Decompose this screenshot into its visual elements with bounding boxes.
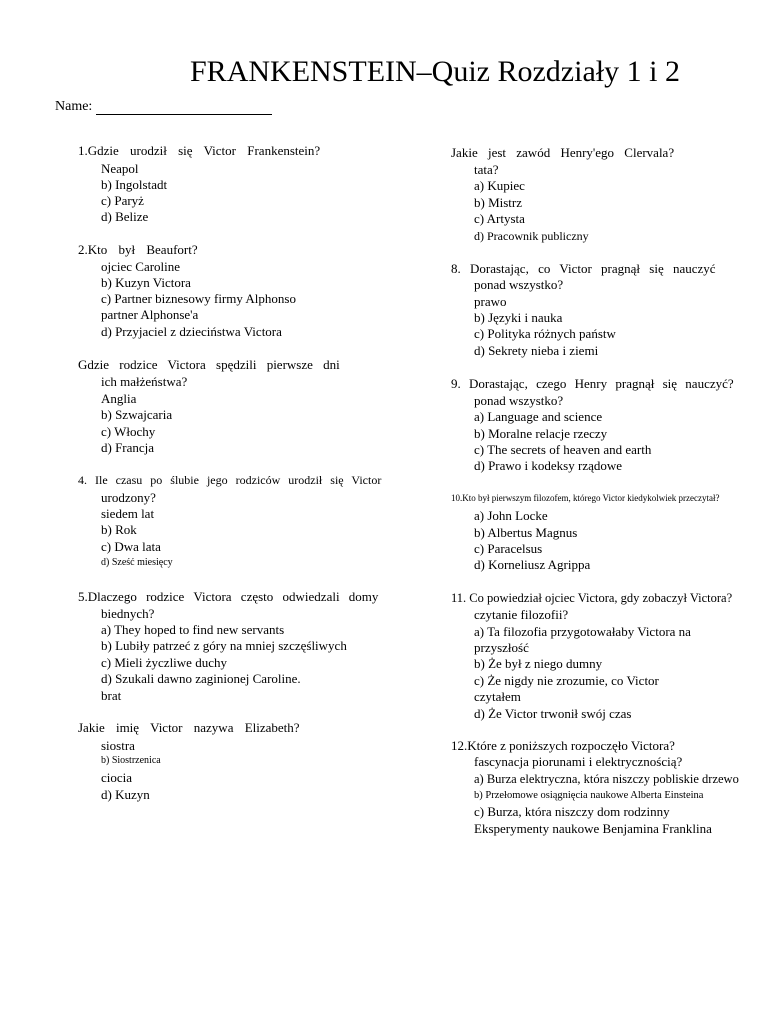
question-4: 4. Ile czasu po ślubie jego rodziców urodził się Victor [78, 473, 382, 487]
answer: b) Albertus Magnus [474, 525, 578, 540]
quiz-title: FRANKENSTEIN–Quiz Rozdziały 1 i 2 [190, 55, 680, 88]
answer: Anglia [101, 391, 137, 406]
answer: c) Dwa lata [101, 539, 161, 554]
answer: ciocia [101, 770, 133, 785]
question-7: Jakie jest zawód Henry'ego Clervala? [451, 145, 675, 160]
question-6: Jakie imię Victor nazywa Elizabeth? [78, 720, 300, 735]
question-2: 2.Kto był Beaufort? [78, 242, 198, 257]
answer: prawo [474, 294, 507, 309]
answer: Neapol [101, 161, 139, 176]
answer: siostra [101, 738, 135, 753]
answer: c) Burza, która niszczy dom rodzinny [474, 804, 670, 819]
answer: c) Włochy [101, 424, 156, 439]
answer: a) Kupiec [474, 178, 525, 193]
answer: b) Siostrzenica [101, 755, 161, 766]
question-4-cont: urodzony? [101, 490, 156, 505]
answer: c) Paryż [101, 193, 144, 208]
answer: c) Że nigdy nie zrozumie, co Victor [474, 673, 659, 688]
question-12-cont: fascynacja piorunami i elektrycznością? [474, 754, 683, 769]
answer: c) Artysta [474, 211, 525, 226]
answer: a) Ta filozofia przygotowałaby Victora na [474, 624, 691, 639]
answer: b) Lubiły patrzeć z góry na mniej szczęśliwych [101, 638, 347, 653]
answer: przyszłość [474, 640, 529, 655]
answer: a) They hoped to find new servants [101, 622, 285, 637]
answer: a) Language and science [474, 409, 603, 424]
answer: b) Kuzyn Victora [101, 275, 191, 290]
answer: siedem lat [101, 506, 155, 521]
answer: d) Korneliusz Agrippa [474, 557, 591, 572]
name-label: Name: [55, 99, 93, 114]
answer: d) Szukali dawno zaginionej Caroline. [101, 671, 301, 686]
answer: a) John Locke [474, 508, 548, 523]
answer: d) Kuzyn [101, 787, 150, 802]
question-5: 5.Dlaczego rodzice Victora często odwiedzali domy [78, 589, 379, 604]
question-12: 12.Które z poniższych rozpoczęło Victora? [451, 738, 675, 753]
answer: b) Mistrz [474, 195, 523, 210]
answer: d) Francja [101, 440, 155, 455]
answer: b) Rok [101, 522, 137, 537]
answer: d) Sekrety nieba i ziemi [474, 343, 599, 358]
answer: partner Alphonse'a [101, 307, 199, 322]
question-8-cont: ponad wszystko? [474, 277, 564, 292]
answer: c) Partner biznesowy firmy Alphonso [101, 291, 296, 306]
answer: c) The secrets of heaven and earth [474, 442, 652, 457]
question-3: Gdzie rodzice Victora spędzili pierwsze dni [78, 357, 340, 372]
answer: a) Burza elektryczna, która niszczy pobliskie drzewo [474, 772, 739, 786]
answer: d) Pracownik publiczny [474, 229, 589, 243]
answer: b) Moralne relacje rzeczy [474, 426, 608, 441]
answer: Eksperymenty naukowe Benjamina Franklina [474, 821, 712, 836]
answer: czytałem [474, 689, 521, 704]
name-blank-line [96, 100, 272, 115]
question-3-cont: ich małżeństwa? [101, 374, 188, 389]
answer: b) Języki i nauka [474, 310, 563, 325]
answer: c) Mieli życzliwe duchy [101, 655, 227, 670]
question-8: 8. Dorastając, co Victor pragnął się nauczyć [451, 261, 716, 276]
answer: c) Polityka różnych państw [474, 326, 616, 341]
answer: d) Prawo i kodeksy rządowe [474, 458, 623, 473]
question-9: 9. Dorastając, czego Henry pragnął się nauczyć? [451, 376, 734, 391]
question-5-cont: biednych? [101, 606, 155, 621]
question-9-cont: ponad wszystko? [474, 393, 564, 408]
answer: b) Ingolstadt [101, 177, 168, 192]
answer: b) Że był z niego dumny [474, 656, 603, 671]
question-11: 11. Co powiedział ojciec Victora, gdy zobaczył Victora? [451, 591, 733, 605]
name-field [55, 99, 272, 115]
answer: d) Sześć miesięcy [101, 557, 173, 568]
answer: ojciec Caroline [101, 259, 181, 274]
question-1: 1.Gdzie urodził się Victor Frankenstein? [78, 143, 321, 158]
question-10: 10.Kto był pierwszym filozofem, którego Victor kiedykolwiek przeczytał? [451, 493, 720, 503]
answer: d) Że Victor trwonił swój czas [474, 706, 632, 721]
answer: brat [101, 688, 122, 703]
answer: d) Belize [101, 209, 149, 224]
answer: c) Paracelsus [474, 541, 543, 556]
answer: d) Przyjaciel z dzieciństwa Victora [101, 324, 282, 339]
question-7-cont: tata? [474, 162, 499, 177]
question-11-cont: czytanie filozofii? [474, 607, 569, 622]
answer: b) Szwajcaria [101, 407, 173, 422]
answer: b) Przełomowe osiągnięcia naukowe Alberta Einsteina [474, 790, 704, 801]
